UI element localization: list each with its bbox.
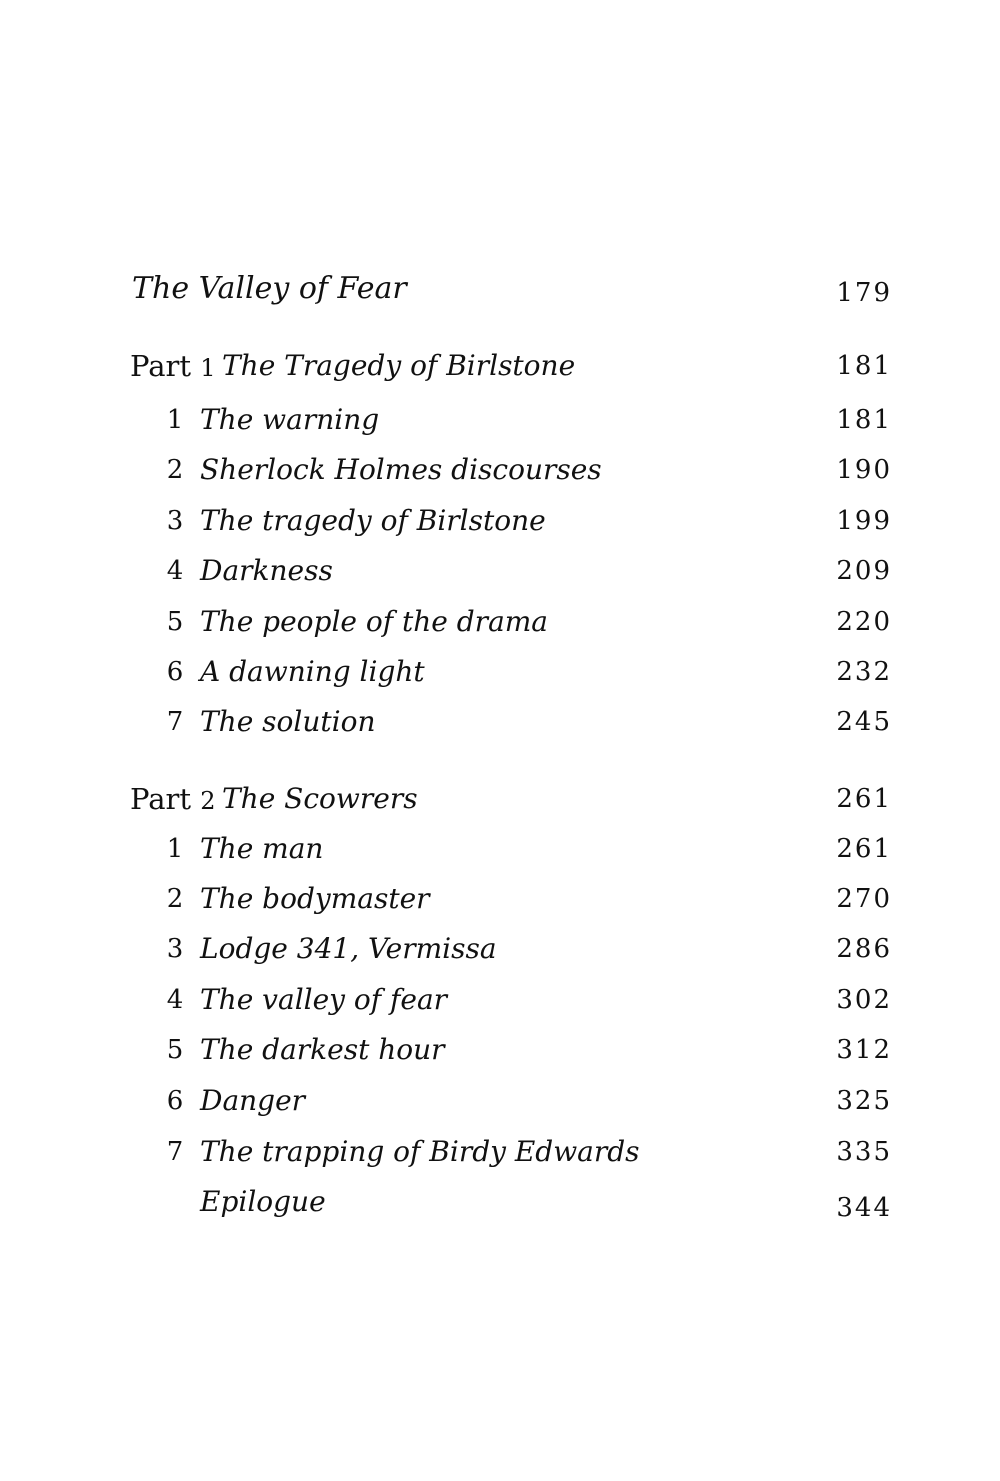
chapter-number: 1: [166, 405, 184, 435]
chapter-number: 2: [166, 884, 184, 914]
chapter-entry: [0, 975, 1000, 1025]
chapter-page-number: 199: [836, 506, 892, 536]
part-1-entry: [0, 341, 1000, 391]
part-word: Part: [130, 349, 192, 383]
chapter-number: 3: [166, 506, 184, 536]
chapter-page-number: 302: [836, 985, 892, 1015]
chapter-title: Lodge 341, Vermissa: [200, 932, 497, 965]
chapter-entry: [0, 1127, 1000, 1177]
chapter-page-number: 232: [836, 657, 892, 687]
chapter-title: Danger: [200, 1084, 306, 1117]
chapter-page-number: 286: [836, 934, 892, 964]
book-title-entry: [0, 264, 1000, 314]
part-word: Part: [130, 782, 192, 816]
chapter-title: Darkness: [200, 554, 333, 587]
chapter-page-number: 220: [836, 607, 892, 637]
chapter-entry: [0, 647, 1000, 697]
chapter-number: 6: [166, 1086, 184, 1116]
chapter-number: 7: [166, 1137, 184, 1167]
chapter-entry: [0, 824, 1000, 874]
chapter-page-number: 209: [836, 556, 892, 586]
chapter-entry: [0, 874, 1000, 924]
chapter-number: 7: [166, 707, 184, 737]
chapter-title: The people of the drama: [200, 605, 549, 638]
chapter-title: The tragedy of Birlstone: [200, 504, 546, 537]
chapter-title: The warning: [200, 403, 380, 436]
chapter-entry: [0, 1076, 1000, 1126]
book-page-number: 179: [836, 278, 892, 308]
part-page-number: 181: [836, 351, 892, 381]
part-number: 2: [200, 787, 216, 815]
chapter-title: The solution: [200, 705, 376, 738]
chapter-title: The trapping of Birdy Edwards: [200, 1135, 640, 1168]
chapter-page-number: 261: [836, 834, 892, 864]
chapter-entry: [0, 395, 1000, 445]
chapter-entry: [0, 697, 1000, 747]
chapter-entry: [0, 1025, 1000, 1075]
part-label: [130, 341, 216, 393]
chapter-number: 3: [166, 934, 184, 964]
chapter-title: The man: [200, 832, 324, 865]
chapter-page-number: 325: [836, 1086, 892, 1116]
part-2-entry: [0, 774, 1000, 824]
chapter-page-number: 270: [836, 884, 892, 914]
chapter-page-number: 312: [836, 1035, 892, 1065]
book-title: The Valley of Fear: [132, 271, 407, 306]
chapter-page-number: 335: [836, 1137, 892, 1167]
chapter-number: 6: [166, 657, 184, 687]
chapter-number: 4: [166, 985, 184, 1015]
chapter-title: The valley of fear: [200, 983, 448, 1016]
chapter-entry: [0, 496, 1000, 546]
chapter-page-number: 181: [836, 405, 892, 435]
part-number: 1: [200, 354, 216, 382]
chapter-title: The bodymaster: [200, 882, 430, 915]
chapter-number: 1: [166, 834, 184, 864]
chapter-number: 5: [166, 1035, 184, 1065]
chapter-title: A dawning light: [200, 655, 425, 688]
chapter-title: The darkest hour: [200, 1033, 445, 1066]
part-label: [130, 774, 216, 826]
chapter-page-number: 245: [836, 707, 892, 737]
chapter-entry: [0, 597, 1000, 647]
epilogue-title: Epilogue: [200, 1185, 326, 1218]
chapter-number: 4: [166, 556, 184, 586]
part-page-number: 261: [836, 784, 892, 814]
epilogue-page-number: 344: [836, 1193, 892, 1223]
chapter-title: Sherlock Holmes discourses: [200, 453, 602, 486]
chapter-number: 2: [166, 455, 184, 485]
chapter-entry: [0, 445, 1000, 495]
epilogue-entry: [0, 1177, 1000, 1227]
chapter-entry: [0, 924, 1000, 974]
part-title: The Scowrers: [222, 782, 418, 815]
chapter-page-number: 190: [836, 455, 892, 485]
chapter-entry: [0, 546, 1000, 596]
chapter-number: 5: [166, 607, 184, 637]
part-title: The Tragedy of Birlstone: [222, 349, 576, 382]
